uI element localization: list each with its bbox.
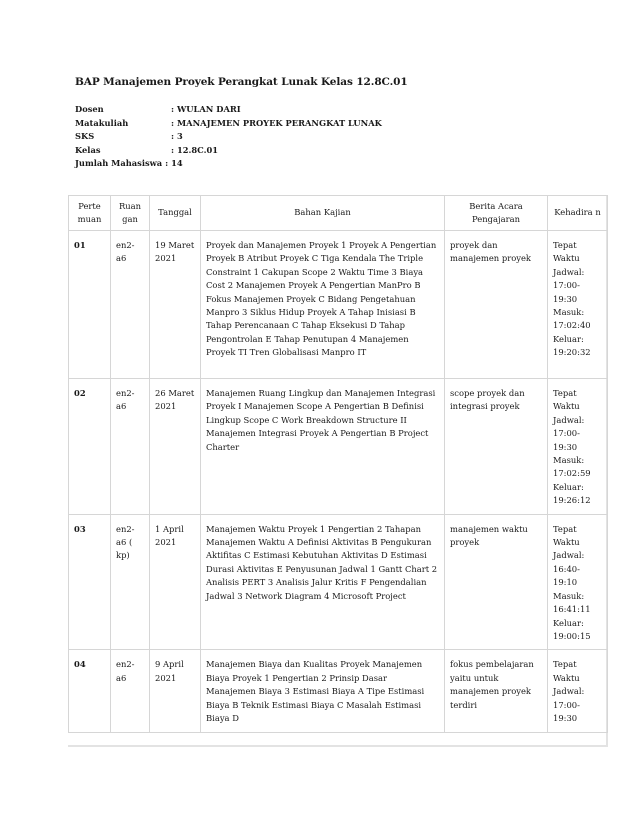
info-row-jumlah — [75, 157, 382, 171]
table-header-row — [69, 196, 608, 231]
header-tanggal: Tanggal — [150, 196, 201, 231]
header-berita-acara: Berita Acara Pengajaran — [445, 196, 548, 231]
info-row-matakuliah — [75, 117, 382, 131]
cell-tanggal: 26 Maret 2021 — [150, 379, 201, 515]
info-row-kelas — [75, 144, 382, 158]
cell-tanggal: 9 April 2021 — [150, 650, 201, 733]
info-label: Kelas — [75, 144, 101, 155]
cell-tanggal: 1 April 2021 — [150, 514, 201, 650]
info-value: : 14 — [165, 158, 183, 168]
info-value: : MANAJEMEN PROYEK PERANGKAT LUNAK — [171, 117, 382, 128]
cell-bahan-kajian: Manajemen Ruang Lingkup dan Manajemen Integrasi Proyek I Manajemen Scope A Pengertian B Definisi Lingkup Scope C Work Breakdown Structure II Manajemen Integrasi Proyek A Pengertian B Project Charter — [201, 379, 445, 515]
attendance-table — [68, 195, 608, 733]
info-label: Jumlah Mahasiswa — [75, 158, 163, 168]
cell-bahan-kajian: Manajemen Waktu Proyek 1 Pengertian 2 Tahapan Manajemen Waktu A Definisi Aktivitas B Pengukuran Aktifitas C Estimasi Kebutuhan Aktivitas D Estimasi Durasi Aktivitas E Penyusunan Jadwal 1 Gantt Chart 2 Analisis PERT 3 Analisis Jalur Kritis F Pengendalian Jadwal 3 Network Diagram 4 Microsoft Project — [201, 514, 445, 650]
info-value: : 12.8C.01 — [171, 144, 219, 155]
info-label: Matakuliah — [75, 117, 129, 128]
course-info — [75, 103, 382, 171]
cell-ruangan: en2- a6 — [111, 379, 150, 515]
cell-kehadiran: Tepat Waktu Jadwal: 17:00- 19:30 Masuk: 17:02:59 Keluar: 19:26:12 — [548, 379, 608, 515]
cell-kehadiran: Tepat Waktu Jadwal: 16:40- 19:10 Masuk: 16:41:11 Keluar: 19:00:15 — [548, 514, 608, 650]
cell-bahan-kajian: Manajemen Biaya dan Kualitas Proyek Manajemen Biaya Proyek 1 Pengertian 2 Prinsip Dasar Manajemen Biaya 3 Estimasi Biaya A Tipe Estimasi Biaya B Teknik Estimasi Biaya C Masalah Estimasi Biaya D — [201, 650, 445, 733]
cell-ruangan: en2- a6 — [111, 650, 150, 733]
info-label: SKS — [75, 131, 95, 141]
info-row-dosen — [75, 103, 382, 117]
info-row-sks — [75, 130, 382, 144]
page-title: BAP Manajemen Proyek Perangkat Lunak Kelas 12.8C.01 — [75, 76, 408, 88]
cell-berita-acara: scope proyek dan integrasi proyek — [445, 379, 548, 515]
cell-pertemuan: 01 — [69, 231, 111, 379]
info-value: : WULAN DARI — [171, 104, 241, 114]
header-bahan-kajian: Bahan Kajian — [201, 196, 445, 231]
header-pertemuan: Perte muan — [69, 196, 111, 231]
header-ruangan: Ruan gan — [111, 196, 150, 231]
cell-kehadiran: Tepat Waktu Jadwal: 17:00- 19:30 Masuk: 17:02:40 Keluar: 19:20:32 — [548, 231, 608, 379]
table-row — [69, 650, 608, 733]
cell-berita-acara: proyek dan manajemen proyek — [445, 231, 548, 379]
cell-berita-acara: manajemen waktu proyek — [445, 514, 548, 650]
cell-berita-acara: fokus pembelajaran yaitu untuk manajemen proyek terdiri — [445, 650, 548, 733]
info-label: Dosen — [75, 104, 104, 114]
cell-ruangan: en2- a6 — [111, 231, 150, 379]
cell-tanggal: 19 Maret 2021 — [150, 231, 201, 379]
cell-pertemuan: 02 — [69, 379, 111, 515]
cell-pertemuan: 03 — [69, 514, 111, 650]
table-shadow — [68, 745, 608, 747]
cell-pertemuan: 04 — [69, 650, 111, 733]
table-row — [69, 514, 608, 650]
cell-bahan-kajian: Proyek dan Manajemen Proyek 1 Proyek A Pengertian Proyek B Atribut Proyek C Tiga Kendala The Triple Constraint 1 Cakupan Scope 2 Waktu Time 3 Biaya Cost 2 Manajemen Proyek A Pengertian ManPro B Fokus Manajemen Proyek C Bidang Pengetahuan Manpro 3 Siklus Hidup Proyek A Tahap Inisiasi B Tahap Perencanaan C Tahap Eksekusi D Tahap Pengontrolan E Tahap Penutupan 4 Manajemen Proyek TI Tren Globalisasi Manpro IT — [201, 231, 445, 379]
info-value: : 3 — [171, 131, 183, 141]
table-row — [69, 379, 608, 515]
cell-kehadiran: Tepat Waktu Jadwal: 17:00- 19:30 — [548, 650, 608, 733]
table-row — [69, 231, 608, 379]
header-kehadiran: Kehadira n — [548, 196, 608, 231]
cell-ruangan: en2- a6 ( kp) — [111, 514, 150, 650]
